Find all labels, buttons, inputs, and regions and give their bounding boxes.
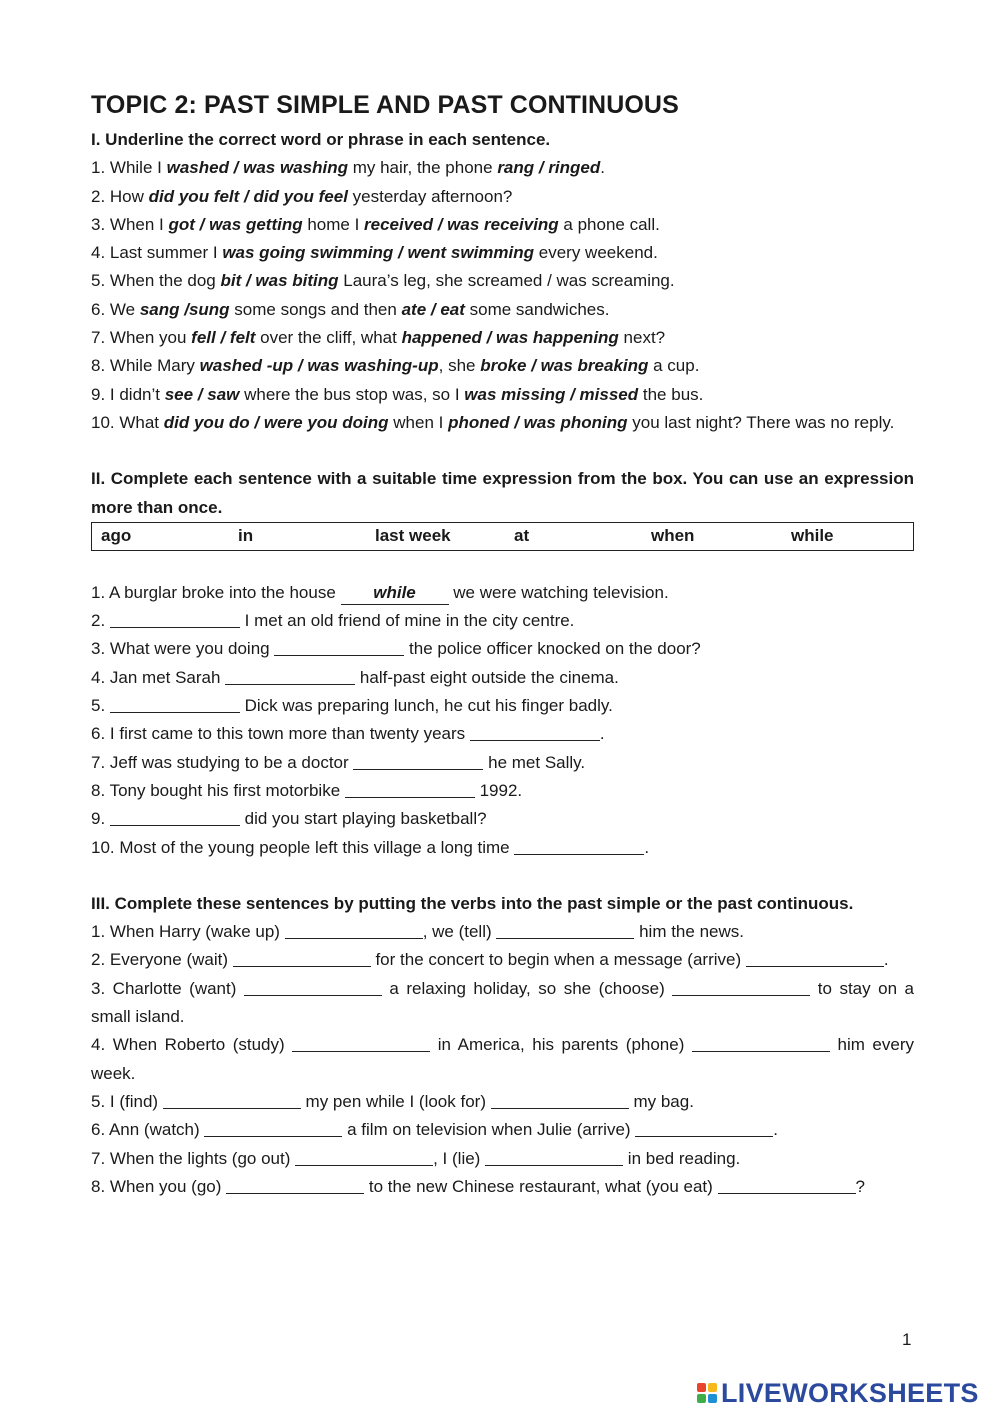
- brand-name: LIVEWORKSHEETS: [721, 1377, 979, 1408]
- word-box: [91, 522, 914, 551]
- answer-blank[interactable]: [244, 977, 382, 996]
- s3-item-1: 1. When Harry (wake up) , we (tell) him the news.: [91, 922, 744, 942]
- choice[interactable]: broke / was breaking: [480, 356, 649, 376]
- choice[interactable]: washed / was washing: [166, 158, 348, 178]
- choice[interactable]: ate / eat: [401, 299, 465, 319]
- liveworksheets-icon: [697, 1383, 717, 1403]
- s2-item-9: 9. did you start playing basketball?: [91, 809, 487, 829]
- choice[interactable]: phoned / was phoning: [448, 412, 628, 432]
- answer-blank[interactable]: [285, 920, 423, 939]
- answer-blank[interactable]: [635, 1118, 773, 1137]
- s1-item-2: 2. How did you felt / did you feel yesterday afternoon?: [91, 186, 513, 206]
- s2-item-5: 5. Dick was preparing lunch, he cut his finger badly.: [91, 696, 613, 716]
- s2-item-8: 8. Tony bought his first motorbike 1992.: [91, 780, 523, 800]
- choice[interactable]: received / was receiving: [364, 214, 559, 234]
- choice[interactable]: fell / felt: [191, 328, 256, 348]
- choice[interactable]: got / was getting: [168, 214, 303, 234]
- answer-blank[interactable]: [292, 1033, 430, 1052]
- page-title: TOPIC 2: PAST SIMPLE AND PAST CONTINUOUS: [91, 91, 679, 119]
- choice[interactable]: was going swimming / went swimming: [222, 243, 535, 263]
- example-answer: while: [341, 582, 449, 605]
- s3-item-3: 3. Charlotte (want) a relaxing holiday, so she (choose) to stay on a small island.: [91, 978, 914, 1027]
- choice[interactable]: did you felt / did you feel: [148, 186, 348, 206]
- answer-blank[interactable]: [274, 637, 404, 656]
- s1-item-6: 6. We sang /sung some songs and then ate / eat some sandwiches.: [91, 299, 610, 319]
- choice[interactable]: washed -up / was washing-up: [199, 356, 439, 376]
- word-box-item: last week: [375, 525, 451, 545]
- answer-blank[interactable]: [746, 948, 884, 967]
- answer-blank[interactable]: [345, 779, 475, 798]
- answer-blank[interactable]: [514, 836, 644, 855]
- choice[interactable]: bit / was biting: [220, 271, 339, 291]
- choice[interactable]: see / saw: [164, 384, 240, 404]
- s3-item-5: 5. I (find) my pen while I (look for) my bag.: [91, 1091, 694, 1111]
- s1-item-10: 10. What did you do / were you doing when I phoned / was phoning you last night? There was no reply.: [91, 412, 895, 432]
- answer-blank[interactable]: [110, 694, 240, 713]
- s1-item-5: 5. When the dog bit / was biting Laura’s leg, she screamed / was screaming.: [91, 271, 675, 291]
- s2-example: 1. A burglar broke into the house while we were watching television.: [91, 579, 914, 607]
- answer-blank[interactable]: [233, 948, 371, 967]
- answer-blank[interactable]: [496, 920, 634, 939]
- word-box-item: while: [791, 525, 834, 545]
- s1-item-4: 4. Last summer I was going swimming / went swimming every weekend.: [91, 243, 658, 263]
- liveworksheets-logo[interactable]: [697, 1378, 979, 1408]
- answer-blank[interactable]: [110, 609, 240, 628]
- answer-blank[interactable]: [295, 1147, 433, 1166]
- s2-item-2: 2. I met an old friend of mine in the city centre.: [91, 611, 575, 631]
- s2-item-7: 7. Jeff was studying to be a doctor he met Sally.: [91, 752, 586, 772]
- section-1-heading: I. Underline the correct word or phrase in each sentence.: [91, 130, 551, 149]
- s2-item-10: 10. Most of the young people left this village a long time .: [91, 837, 650, 857]
- s1-item-7: 7. When you fell / felt over the cliff, what happened / was happening next?: [91, 328, 666, 348]
- answer-blank[interactable]: [692, 1033, 830, 1052]
- answer-blank[interactable]: [163, 1090, 301, 1109]
- s1-item-1: 1. While I washed / was washing my hair, the phone rang / ringed.: [91, 158, 606, 178]
- answer-blank[interactable]: [485, 1147, 623, 1166]
- s2-item-3: 3. What were you doing the police officer knocked on the door?: [91, 639, 701, 659]
- answer-blank[interactable]: [353, 751, 483, 770]
- word-box-item: in: [238, 525, 254, 545]
- answer-blank[interactable]: [226, 1175, 364, 1194]
- choice[interactable]: was missing / missed: [464, 384, 639, 404]
- worksheet: [91, 86, 914, 1201]
- s1-item-3: 3. When I got / was getting home I received / was receiving a phone call.: [91, 214, 660, 234]
- s3-item-8: 8. When you (go) to the new Chinese restaurant, what (you eat) ?: [91, 1176, 866, 1196]
- s3-item-7: 7. When the lights (go out) , I (lie) in bed reading.: [91, 1148, 741, 1168]
- answer-blank[interactable]: [470, 722, 600, 741]
- s3-item-2: 2. Everyone (wait) for the concert to begin when a message (arrive) .: [91, 950, 889, 970]
- s2-item-6: 6. I first came to this town more than twenty years .: [91, 724, 605, 744]
- choice[interactable]: happened / was happening: [401, 328, 619, 348]
- word-box-item: at: [514, 525, 530, 545]
- s3-item-6: 6. Ann (watch) a film on television when Julie (arrive) .: [91, 1120, 779, 1140]
- section-3-heading: III. Complete these sentences by putting the verbs into the past simple or the past continuous.: [91, 893, 854, 913]
- choice[interactable]: sang /sung: [139, 299, 230, 319]
- answer-blank[interactable]: [204, 1118, 342, 1137]
- s1-item-9: 9. I didn’t see / saw where the bus stop was, so I was missing / missed the bus.: [91, 384, 704, 404]
- answer-blank[interactable]: [110, 807, 240, 826]
- choice[interactable]: did you do / were you doing: [163, 412, 389, 432]
- section-2-heading: II. Complete each sentence with a suitable time expression from the box. You can use an expression more than once.: [91, 469, 914, 517]
- s2-item-4: 4. Jan met Sarah half-past eight outside the cinema.: [91, 667, 619, 687]
- answer-blank[interactable]: [718, 1175, 856, 1194]
- word-box-item: when: [651, 525, 695, 545]
- answer-blank[interactable]: [225, 666, 355, 685]
- page-number: 1: [902, 1330, 912, 1349]
- s1-item-8: 8. While Mary washed -up / was washing-up, she broke / was breaking a cup.: [91, 356, 700, 376]
- s3-item-4: 4. When Roberto (study) in America, his parents (phone) him every week.: [91, 1035, 915, 1083]
- answer-blank[interactable]: [672, 977, 810, 996]
- answer-blank[interactable]: [491, 1090, 629, 1109]
- word-box-item: ago: [101, 525, 132, 545]
- choice[interactable]: rang / ringed: [497, 158, 601, 178]
